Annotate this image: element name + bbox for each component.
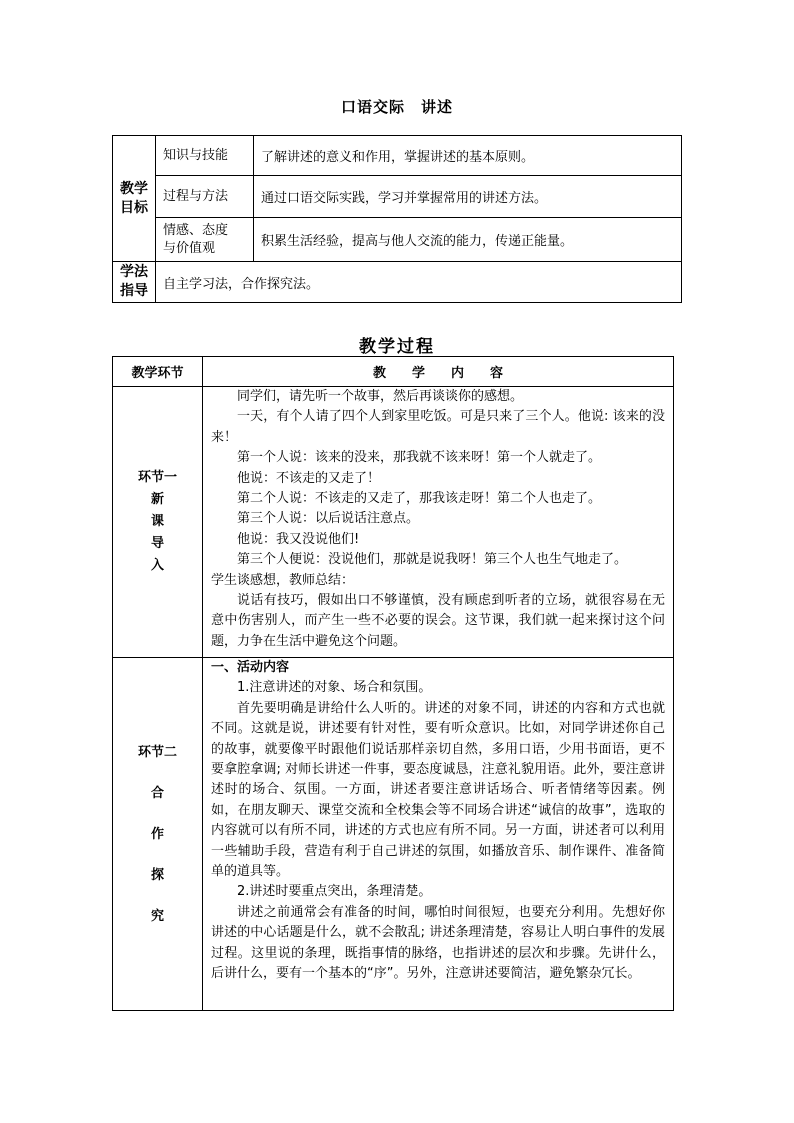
objectives-table (112, 135, 682, 303)
objective-label: 情感、态度 与价值观 (156, 218, 254, 262)
section1-side: 环节一 新 课 导 入 (113, 387, 203, 658)
objective-text: 积累生活经验，提高与他人交流的能力，传递正能量。 (254, 218, 682, 262)
process-table (112, 356, 674, 1011)
point-heading: 1.注意讲述的对象、场合和氛围。 (237, 680, 432, 696)
point-heading: 2.讲述时要重点突出，条理清楚。 (237, 884, 432, 900)
header-content: 教 学 内 容 (203, 357, 674, 387)
summary-paragraph: 说话有技巧，假如出口不够谨慎，没有顾虑到听者的立场，就很容易在无意中伤害别人，而产生一些不必要的误会。这节课，我们就一起来探讨这个问题，力争在生活中避免这个问题。 (211, 593, 665, 649)
paragraph: 首先要明确是讲给什么人听的。讲述的对象不同，讲述的内容和方式也就不同。这就是说，讲述要有针对性，要有听众意识。比如，对同学讲述你自己的故事，就要像平时跟他们说话那样亲切自然，多用口语，少用书面语，更不要拿腔拿调; 对师长讲述一件事，要态度诚恳，注意礼貌用语。此外，要注意讲述时的场合、氛围。一方面，讲述者要注意讲话场合、听者情绪等因素。例如，在朋友聊天、课堂交流和全校集会等不同场合讲述“诚信的故事”，选取的内容就可以有所不同，讲述的方式也应有所不同。另一方面，讲述者可以利用一些辅助手段，营造有利于自己讲述的氛围，如播放音乐、制作课件、准备简单的道具等。 (211, 700, 665, 880)
paragraph: 他说：不该走的又走了！ (237, 470, 381, 486)
section2-content (203, 658, 674, 1011)
section2-side: 环节二 合 作 探 究 (113, 658, 203, 1011)
paragraph: 第一个人说：该来的没来，那我就不该来呀！第一个人就走了。 (237, 450, 602, 466)
section-heading: 一、活动内容 (211, 660, 290, 675)
objective-label: 知识与技能 (156, 136, 254, 176)
paragraph: 他说：我又没说他们! (237, 531, 360, 547)
summary-intro: 学生谈感想，教师总结： (211, 572, 355, 588)
method-text: 自主学习法，合作探究法。 (156, 262, 682, 303)
paragraph: 第三个人说：以后说话注意点。 (237, 511, 420, 527)
paragraph: 一天，有个人请了四个人到家里吃饭。可是只来了三个人。他说: 该来的没来！ (211, 409, 665, 445)
objectives-side-label: 教学 目标 (113, 136, 156, 262)
paragraph: 第三个人便说：没说他们，那就是说我呀！第三个人也生气地走了。 (237, 552, 628, 568)
paragraph: 讲述之前通常会有准备的时间，哪怕时间很短，也要充分利用。先想好你讲述的中心话题是什么，就不会散乱; 讲述条理清楚，容易让人明白事件的发展过程。这里说的条理，既指事情的脉络，也指讲述的层次和步骤。先讲什么，后讲什么，要有一个基本的“序”。另外，注意讲述要简洁，避免繁杂冗长。 (211, 904, 665, 982)
method-side-label: 学法 指导 (113, 262, 156, 303)
process-title: 教学过程 (359, 337, 435, 357)
paragraph: 同学们，请先听一个故事，然后再谈谈你的感想。 (237, 389, 524, 404)
header-stage: 教学环节 (113, 357, 203, 387)
objective-label: 过程与方法 (156, 176, 254, 218)
objective-text: 通过口语交际实践，学习并掌握常用的讲述方法。 (254, 176, 682, 218)
objective-text: 了解讲述的意义和作用，掌握讲述的基本原则。 (254, 136, 682, 176)
document-title: 口语交际 讲述 (340, 98, 453, 116)
paragraph: 第二个人说：不该走的又走了，那我该走呀！第二个人也走了。 (237, 491, 602, 507)
section1-content (203, 387, 674, 658)
